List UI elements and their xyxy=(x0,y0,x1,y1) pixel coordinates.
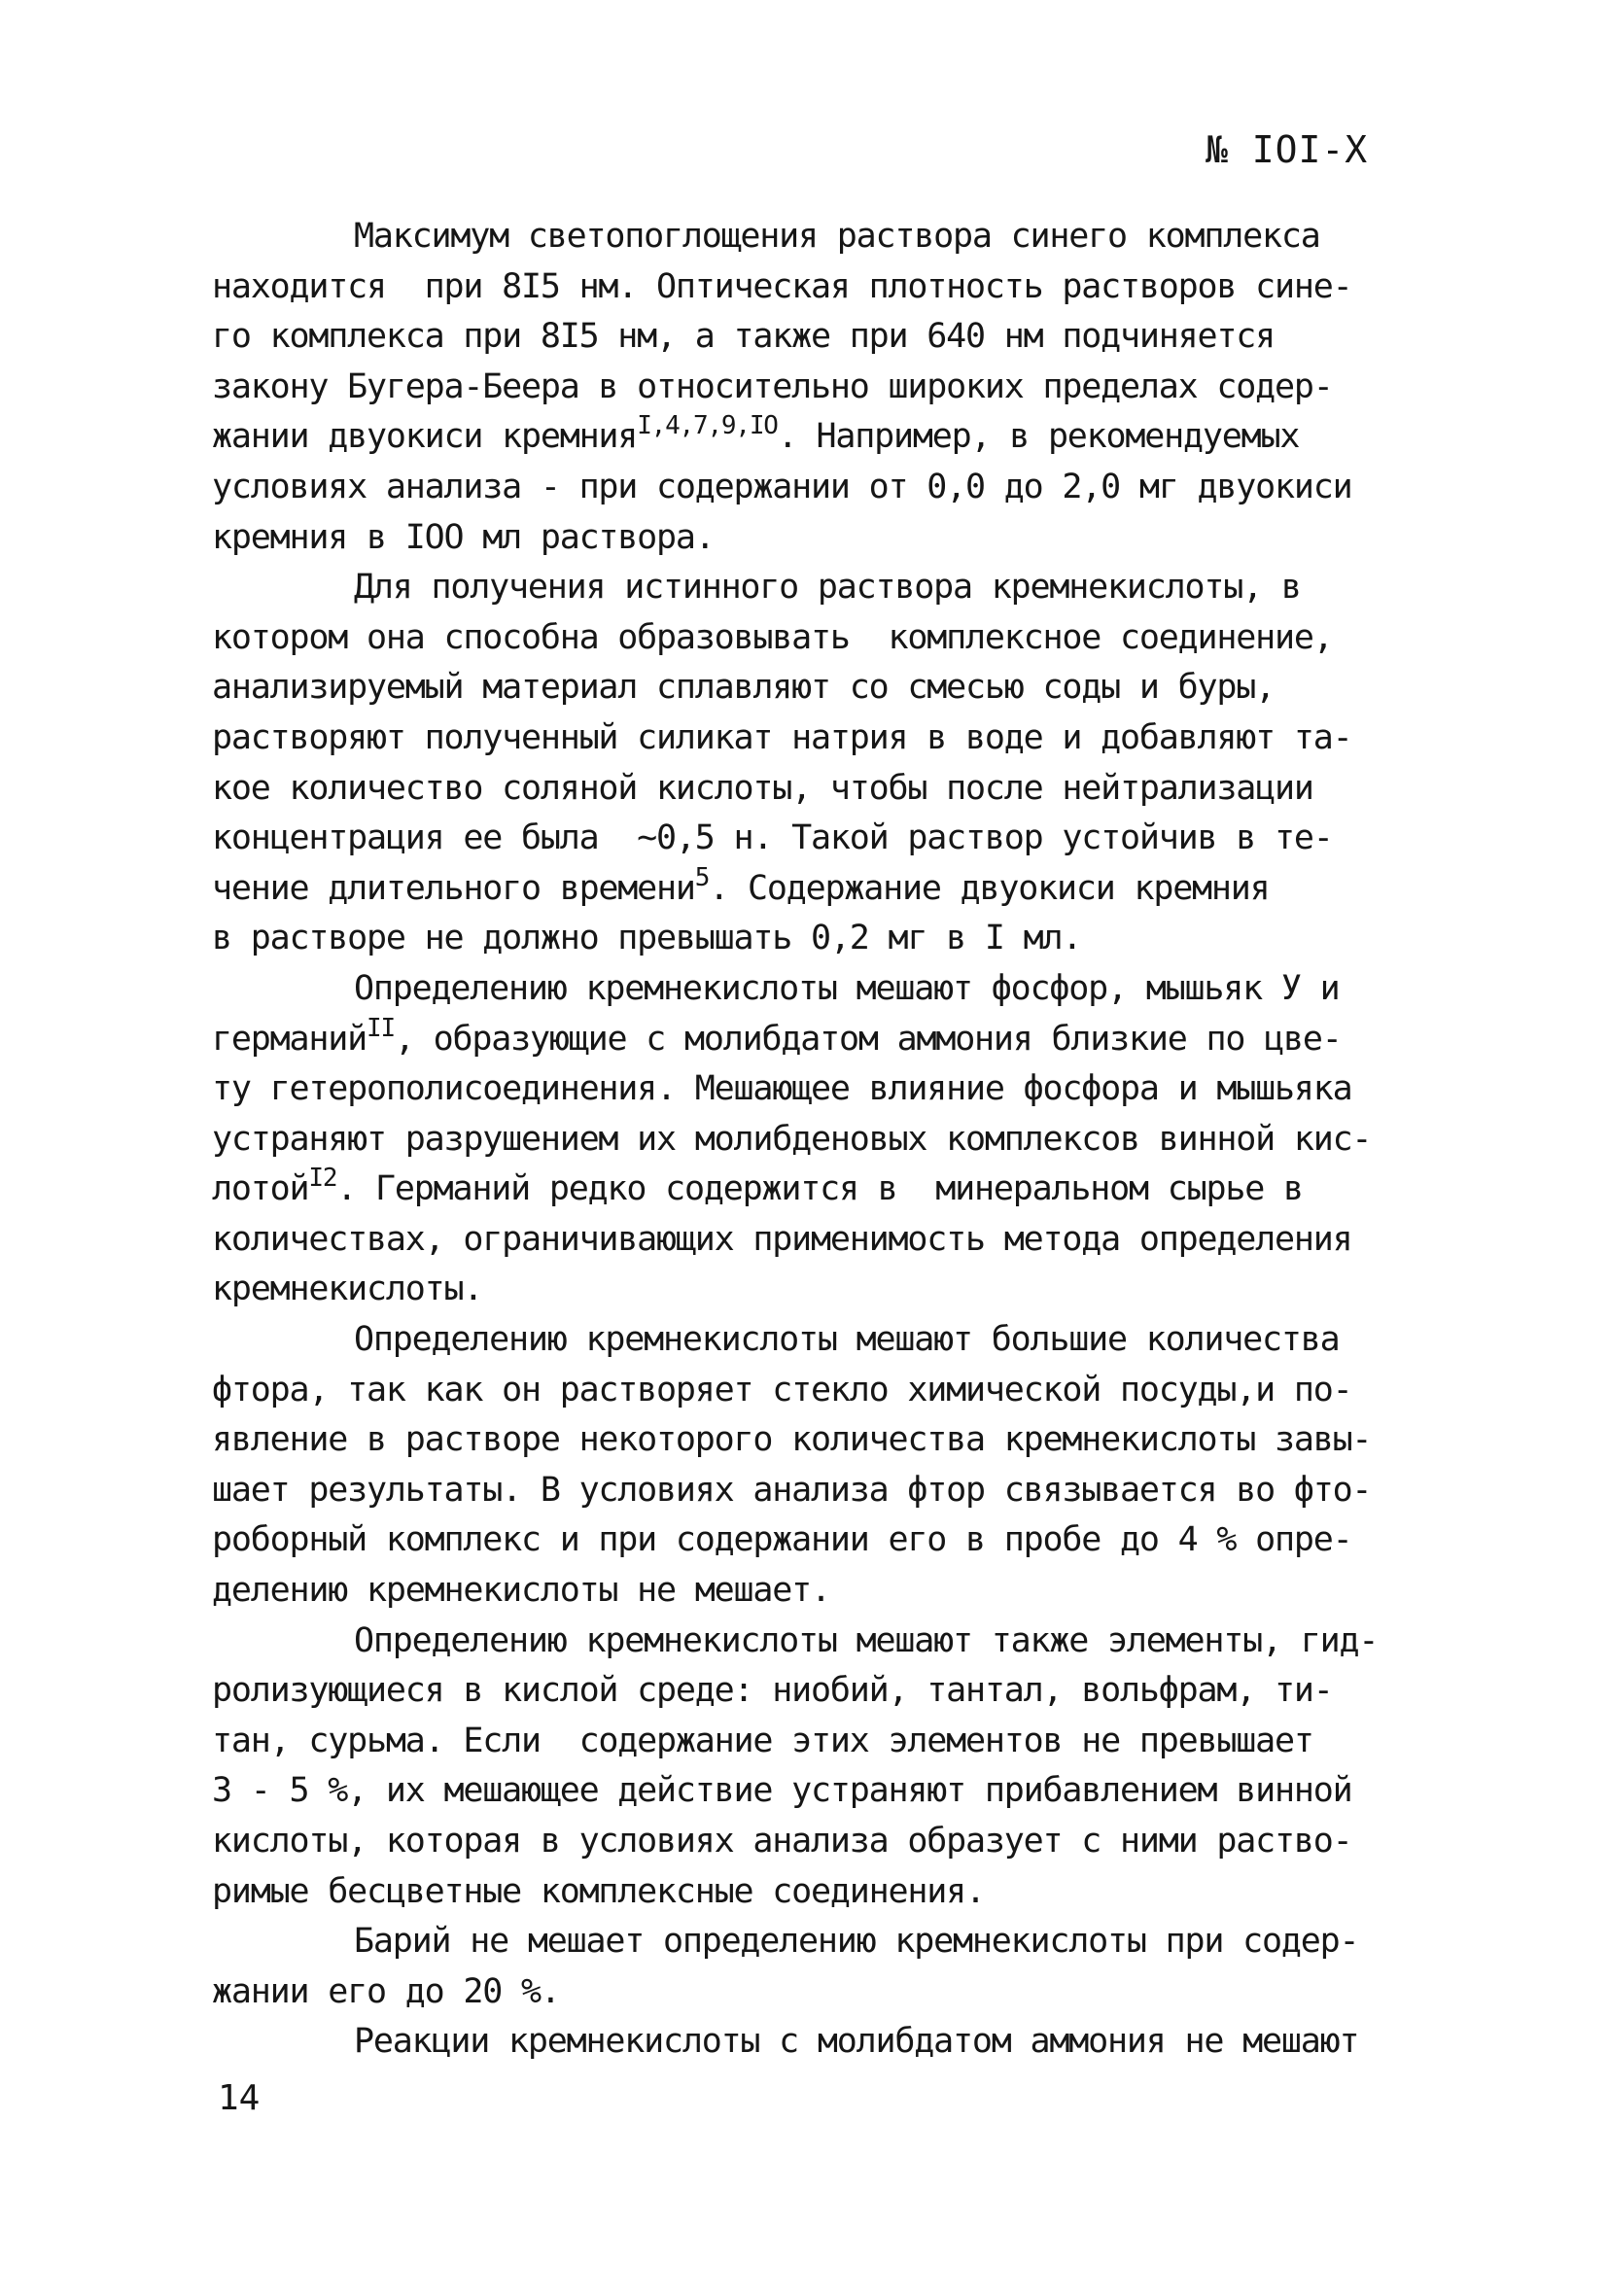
text-segment: ролизующиеся в кислой среде: ниобий, тантал, вольфрам, ти- xyxy=(212,1671,1333,1711)
paragraph xyxy=(212,563,1427,964)
text-line xyxy=(212,1366,1427,1416)
text-line xyxy=(212,2017,1427,2068)
text-segment: лотой xyxy=(212,1169,309,1209)
text-segment: Определению кремнекислоты мешают большие количества xyxy=(354,1320,1340,1360)
text-line xyxy=(212,312,1427,363)
text-segment: делению кремнекислоты не мешает. xyxy=(212,1571,830,1611)
text-line xyxy=(212,764,1427,815)
text-segment: Для получения истинного раствора кремнекислоты, в xyxy=(354,568,1301,608)
text-line xyxy=(212,563,1427,613)
text-line xyxy=(212,1165,1427,1215)
text-segment: растворяют полученный силикат натрия в воде и добавляют та- xyxy=(212,717,1352,757)
text-segment: кремния в IOO мл раствора. xyxy=(212,517,715,557)
text-line xyxy=(212,363,1427,413)
text-segment: закону Бугера-Беера в относительно широких пределах содер- xyxy=(212,366,1333,406)
text-line xyxy=(212,1817,1427,1867)
text-segment: . Германий редко содержится в минеральном сырье в xyxy=(336,1169,1303,1209)
text-line xyxy=(212,1967,1427,2018)
text-line xyxy=(212,513,1427,564)
paragraph xyxy=(212,212,1427,563)
paragraph xyxy=(212,1315,1427,1617)
text-line xyxy=(212,212,1427,262)
text-segment: анализируемый материал сплавляют со смесью соды и буры, xyxy=(212,668,1275,708)
text-segment: . Например, в рекомендуемых xyxy=(777,417,1300,457)
text-segment: 3 - 5 %, их мешающее действие устраняют прибавлением винной xyxy=(212,1771,1352,1811)
text-line xyxy=(212,964,1427,1015)
text-line xyxy=(212,1415,1427,1466)
text-line xyxy=(212,1515,1427,1566)
text-segment: фтора, так как он растворяет стекло химической посуды,и по- xyxy=(212,1370,1352,1409)
text-segment: жании двуокиси кремния xyxy=(212,417,638,457)
text-segment: находится при 8I5 нм. Оптическая плотность растворов сине- xyxy=(212,266,1352,306)
text-segment: Максимум светопоглощения раствора синего комплекса xyxy=(354,217,1320,256)
text-line xyxy=(212,1215,1427,1266)
text-line xyxy=(212,1766,1427,1817)
text-segment: явление в растворе некоторого количества кремнекислоты завы- xyxy=(212,1420,1372,1460)
text-line xyxy=(212,613,1427,664)
text-line xyxy=(212,1115,1427,1165)
text-segment: . Содержание двуокиси кремния xyxy=(709,868,1270,908)
text-segment: ту гетерополисоединения. Мешающее влияние фосфора и мышьяка xyxy=(212,1069,1352,1109)
reference-superscript: I,4,7,9,IO xyxy=(637,411,778,441)
text-segment: роборный комплекс и при содержании его в пробе до 4 % опре- xyxy=(212,1520,1352,1560)
text-segment: кремнекислоты. xyxy=(212,1270,483,1309)
text-line xyxy=(212,1265,1427,1315)
text-segment: германий xyxy=(212,1019,367,1059)
text-line xyxy=(212,1466,1427,1516)
paragraph xyxy=(212,964,1427,1315)
text-line xyxy=(212,1566,1427,1617)
text-line xyxy=(212,1917,1427,1967)
text-line xyxy=(212,1867,1427,1918)
text-segment: го комплекса при 8I5 нм, а также при 640 нм подчиняется xyxy=(212,317,1275,357)
reference-superscript: II xyxy=(366,1013,395,1043)
text-segment: шает результаты. В условиях анализа фтор связывается во фто- xyxy=(212,1470,1372,1510)
text-segment: Определению кремнекислоты мешают фосфор, мышьяк У и xyxy=(354,968,1340,1008)
text-line xyxy=(212,864,1427,915)
text-line xyxy=(212,1064,1427,1115)
text-line xyxy=(212,262,1427,313)
text-line xyxy=(212,1315,1427,1366)
text-line xyxy=(212,814,1427,864)
text-line xyxy=(212,663,1427,713)
text-line xyxy=(212,1666,1427,1717)
text-line xyxy=(212,1015,1427,1065)
reference-superscript: I2 xyxy=(308,1164,337,1194)
text-segment: тан, сурьма. Если содержание этих элементов не превышает xyxy=(212,1721,1313,1760)
document-number: № IOI-Х xyxy=(1206,128,1369,171)
text-segment: римые бесцветные комплексные соединения. xyxy=(212,1871,985,1911)
text-line xyxy=(212,914,1427,964)
text-segment: кислоты, которая в условиях анализа образует с ними раство- xyxy=(212,1822,1352,1861)
text-line xyxy=(212,463,1427,513)
text-segment: котором она способна образовывать комплексное соединение, xyxy=(212,617,1333,657)
text-segment: концентрация ее была ~0,5 н. Такой раствор устойчив в те- xyxy=(212,818,1333,858)
text-segment: устраняют разрушением их молибденовых комплексов винной кис- xyxy=(212,1119,1372,1159)
text-segment: количествах, ограничивающих применимость метода определения xyxy=(212,1219,1352,1259)
paragraph xyxy=(212,2017,1427,2068)
paragraph xyxy=(212,1617,1427,1918)
text-line xyxy=(212,713,1427,764)
text-segment: чение длительного времени xyxy=(212,868,695,908)
text-segment: Реакции кремнекислоты с молибдатом аммония не мешают xyxy=(354,2022,1359,2062)
page-number: 14 xyxy=(218,2078,261,2118)
text-segment: Барий не мешает определению кремнекислоты при содер- xyxy=(354,1922,1359,1962)
text-segment: жании его до 20 %. xyxy=(212,1971,560,2011)
text-segment: в растворе не должно превышать 0,2 мг в I мл. xyxy=(212,919,1082,958)
text-line xyxy=(212,1717,1427,1767)
text-segment: кое количество соляной кислоты, чтобы после нейтрализации xyxy=(212,768,1313,808)
reference-superscript: 5 xyxy=(694,862,710,892)
text-segment: , образующие с молибдатом аммония близкие по цве- xyxy=(394,1019,1342,1059)
text-line xyxy=(212,1617,1427,1667)
text-segment: условиях анализа - при содержании от 0,0 до 2,0 мг двуокиси xyxy=(212,467,1352,506)
document-body xyxy=(212,212,1427,2068)
text-line xyxy=(212,412,1427,463)
paragraph xyxy=(212,1917,1427,2017)
text-segment: Определению кремнекислоты мешают также элементы, гид- xyxy=(354,1620,1379,1660)
